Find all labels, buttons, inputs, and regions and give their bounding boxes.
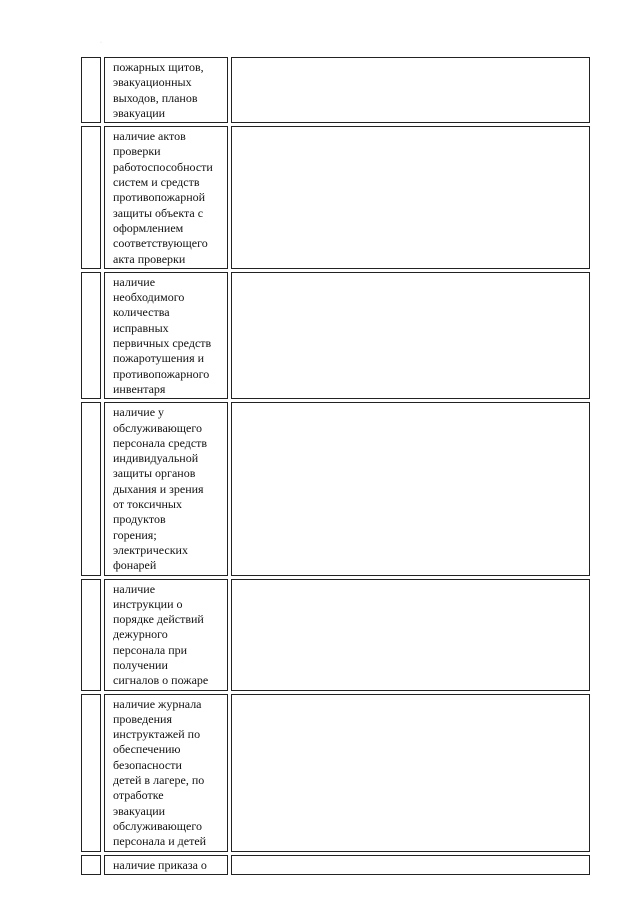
number-cell — [81, 126, 101, 269]
result-cell — [231, 694, 590, 852]
requirement-cell: наличие приказа о — [104, 855, 228, 875]
result-cell — [231, 579, 590, 691]
inspection-table — [81, 57, 590, 878]
table-row — [81, 402, 590, 575]
result-cell — [231, 272, 590, 399]
table-row — [81, 579, 590, 691]
number-cell — [81, 272, 101, 399]
table-row — [81, 57, 590, 123]
requirement-cell: наличие у обслуживающего персонала средств индивидуальной защиты органов дыхания и зрения от токсичных продуктов горения; электрических фонарей — [104, 402, 228, 575]
requirement-cell: наличие актов проверки работоспособности систем и средств противопожарной защиты объекта с оформлением соответствующего акта проверки — [104, 126, 228, 269]
table-row — [81, 272, 590, 399]
number-cell — [81, 57, 101, 123]
number-cell — [81, 855, 101, 875]
number-cell — [81, 694, 101, 852]
requirement-cell: пожарных щитов, эвакуационных выходов, планов эвакуации — [104, 57, 228, 123]
scan-dot: · — [100, 40, 102, 46]
result-cell — [231, 402, 590, 575]
requirement-cell: наличие журнала проведения инструктажей по обеспечению безопасности детей в лагере, по отработке эвакуации обслуживающего персонала и детей — [104, 694, 228, 852]
number-cell — [81, 579, 101, 691]
result-cell — [231, 57, 590, 123]
requirement-cell: наличие инструкции о порядке действий дежурного персонала при получении сигналов о пожаре — [104, 579, 228, 691]
table-row — [81, 855, 590, 875]
result-cell — [231, 855, 590, 875]
number-cell — [81, 402, 101, 575]
table-row — [81, 694, 590, 852]
table-row — [81, 126, 590, 269]
requirement-cell: наличие необходимого количества исправных первичных средств пожаротушения и противопожарного инвентаря — [104, 272, 228, 399]
result-cell — [231, 126, 590, 269]
